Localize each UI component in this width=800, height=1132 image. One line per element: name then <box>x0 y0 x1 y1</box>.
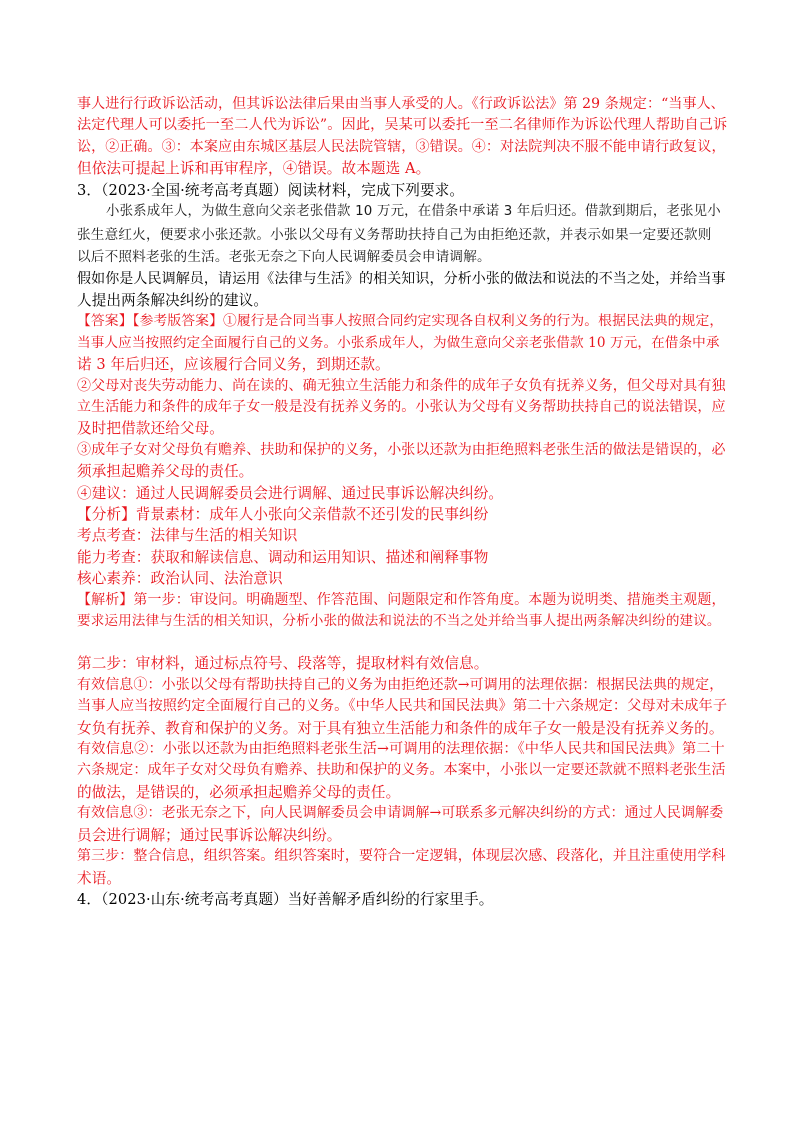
explanation-tag: 【解析】 <box>77 591 134 608</box>
text-line: 但依法可提起上诉和再审程序，④错误。故本题选 A。 <box>77 160 431 178</box>
text-line: 假如你是人民调解员，请运用《法律与生活》的相关知识，分析小张的做法和说法的不当之处，并给当事 <box>77 270 726 287</box>
answer-line: 诺 3 年后归还，应该履行合同义务，到期还款。 <box>77 356 390 374</box>
answer-line: ②父母对丧失劳动能力、尚在读的、确无独立生活能力和条件的成年子女负有抚养义务，但父母对具有独 <box>77 377 726 394</box>
question-3-material <box>77 201 727 269</box>
analysis-line: 【分析】背景素材：成年人小张向父亲借款不还引发的民事纠纷 <box>77 506 489 523</box>
question-3-header: 3．（2023·全国·统考高考真题）阅读材料，完成下列要求。 <box>77 181 465 199</box>
step-line: 有效信息②：小张以还款为由拒绝照料老张生活→可调用的法理依据：《中华人民共和国民法典》第二十 <box>77 741 725 758</box>
question-3-explanation <box>77 590 727 633</box>
text-line: 法定代理人可以委托一至二人代为诉讼”。因此，吴某可以委托一至二名律师作为诉讼代理人帮助自己诉 <box>77 117 728 134</box>
material-line: 以后不照料老张的生活。老张无奈之下向人民调解委员会申请调解。 <box>77 249 491 266</box>
step-line: 第三步：整合信息，组织答案。组织答案时，要符合一定逻辑，体现层次感、段落化，并且注重使用学科 <box>77 848 726 865</box>
step-line: 员会进行调解；通过民事诉讼解决纠纷。 <box>77 826 342 844</box>
answer-line: ③成年子女对父母负有赡养、扶助和保护的义务，小张以还款为由拒绝照料老张生活的做法是错误的，必 <box>77 441 726 458</box>
material-line: 小张系成年人，为做生意向父亲老张借款 10 万元，在借条中承诺 3 年后归还。借款到期后，老张见小 <box>106 204 721 220</box>
step-line: 有效信息①：小张以父母有帮助扶持自己的义务为由拒绝还款→可调用的法理依据：根据民法典的规定， <box>77 676 724 693</box>
text-line: 事人进行行政诉讼活动，但其诉讼法律后果由当事人承受的人。《行政诉讼法》第 29 条规定：“当事人、 <box>77 96 725 112</box>
question-3-steps <box>77 653 727 888</box>
step-line: 的做法，是错误的，必须承担起赡养父母的责任。 <box>77 783 401 801</box>
step-line: 六条规定：成年子女对父母负有赡养、扶助和保护的义务。本案中，小张以一定要还款就不照料老张生活 <box>77 762 726 779</box>
step-line: 术语。 <box>77 869 122 887</box>
explanation-line: 要求运用法律与生活的相关知识，分析小张的做法和说法的不当之处并给当事人提出两条解决纠纷的建议。 <box>77 613 721 630</box>
step-line: 有效信息③：老张无奈之下，向人民调解委员会申请调解→可联系多元解决纠纷的方式：通过人民调解委 <box>77 805 724 822</box>
answer-line: 【答案】【参考版答案】①履行是合同当事人按照合同约定实现各自权利义务的行为。根据民法典的规定， <box>77 313 724 330</box>
text-line: 人提出两条解决纠纷的建议。 <box>77 291 269 309</box>
step-line: 第二步：审材料，通过标点符号、段落等，提取材料有效信息。 <box>77 655 489 673</box>
question-4-header: 4．（2023·山东·统考高考真题）当好善解矛盾纠纷的行家里手。 <box>77 890 494 908</box>
spacer <box>77 632 727 653</box>
answer-line: 及时把借款还给父母。 <box>77 420 224 438</box>
answer-line: 立生活能力和条件的成年子女一般是没有抚养义务的。小张认为父母有义务帮助扶持自己的说法错误，应 <box>77 398 726 415</box>
analysis-line: 考点考查：法律与生活的相关知识 <box>77 527 298 545</box>
answer-line: ④建议：通过人民调解委员会进行调解、通过民事诉讼解决纠纷。 <box>77 484 504 502</box>
document-page <box>77 94 727 910</box>
answer-line: 须承担起赡养父母的责任。 <box>77 463 254 481</box>
explanation-line <box>77 590 727 611</box>
analysis-line: 核心素养：政治认同、法治意识 <box>77 570 283 588</box>
analysis-line: 能力考查：获取和解读信息、调动和运用知识、描述和阐释事物 <box>77 548 489 566</box>
material-line: 张生意红火，便要求小张还款。小张以父母有义务帮助扶持自己为由拒绝还款，并表示如果一定要还款则 <box>77 226 712 243</box>
top-explanation <box>77 94 727 180</box>
question-3-prompt <box>77 269 727 312</box>
explanation-text: 第一步：审设问。明确题型、作答范围、问题限定和作答角度。本题为说明类、措施类主观题， <box>133 591 726 608</box>
question-3-analysis <box>77 504 727 590</box>
answer-line: 当事人应当按照约定全面履行自己的义务。小张系成年人，为做生意向父亲老张借款 10 万元，在借条中承 <box>77 334 720 351</box>
question-3-answer <box>77 311 727 504</box>
step-line: 当事人应当按照约定全面履行自己的义务。《中华人民共和国民法典》第二十六条规定：父母对未成年子 <box>77 698 728 715</box>
step-line: 女负有抚养、教育和保护的义务。对于具有独立生活能力和条件的成年子女一般是没有抚养义务的。 <box>77 719 724 737</box>
text-line: 讼，②正确。③：本案应由东城区基层人民法院管辖，③错误。④：对法院判决不服不能申请行政复议， <box>77 138 726 155</box>
